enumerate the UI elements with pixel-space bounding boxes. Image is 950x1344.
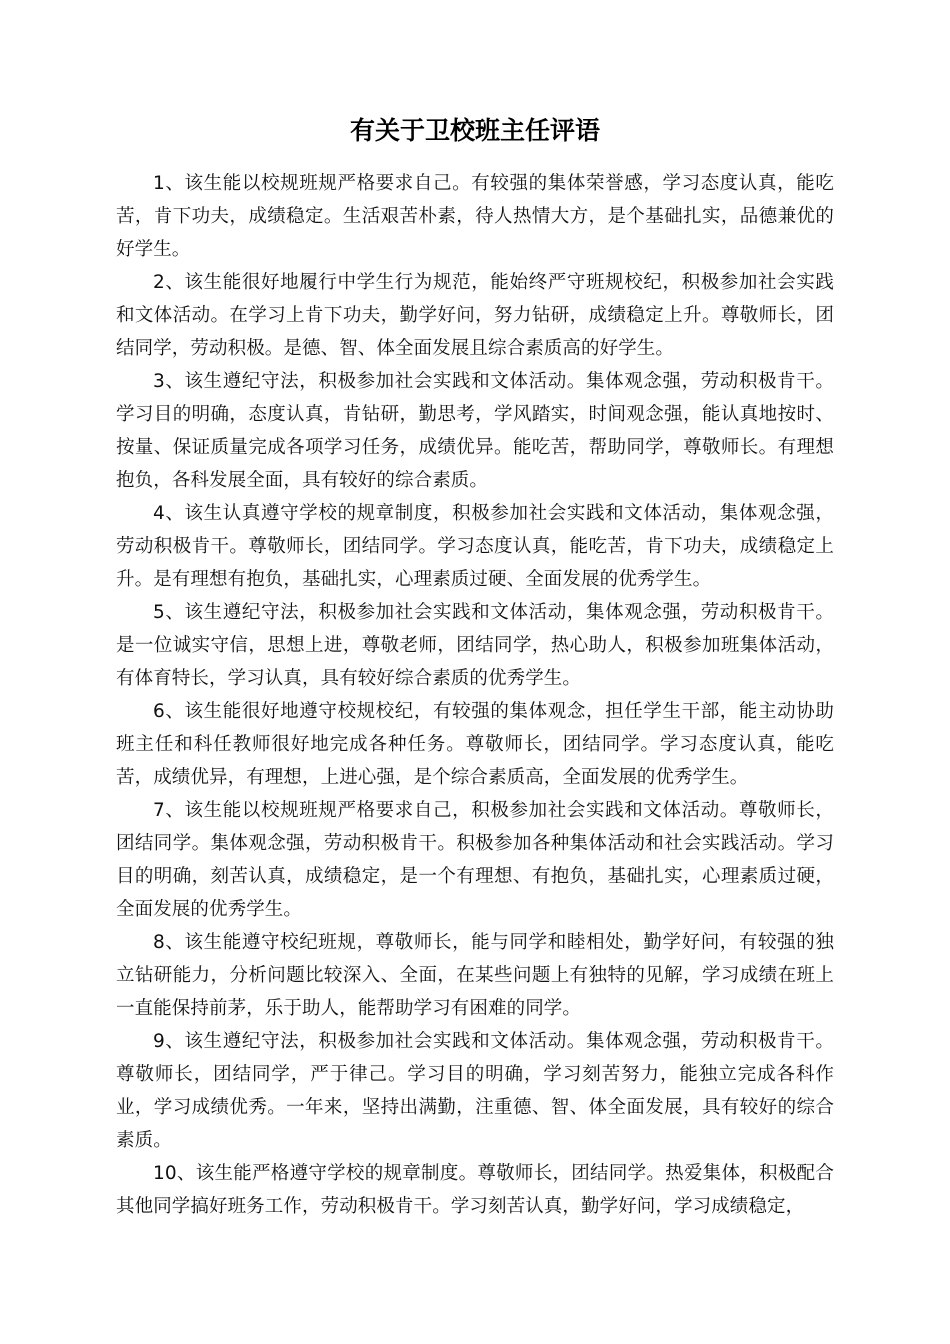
comment-paragraph-4: 4、该生认真遵守学校的规章制度，积极参加社会实践和文体活动，集体观念强，劳动积极肯干。尊敬师长，团结同学。学习态度认真，能吃苦，肯下功夫，成绩稳定上升。是有理想有抱负，基础扎实，心理素质过硬、全面发展的优秀学生。 [116, 503, 834, 590]
comment-paragraph-9: 9、该生遵纪守法，积极参加社会实践和文体活动。集体观念强，劳动积极肯干。尊敬师长，团结同学，严于律己。学习目的明确，学习刻苦努力，能独立完成各科作业，学习成绩优秀。一年来，坚持出满勤，注重德、智、体全面发展，具有较好的综合素质。 [116, 1031, 834, 1151]
comment-paragraph-7: 7、该生能以校规班规严格要求自己，积极参加社会实践和文体活动。尊敬师长，团结同学。集体观念强，劳动积极肯干。积极参加各种集体活动和社会实践活动。学习目的明确，刻苦认真，成绩稳定，是一个有理想、有抱负，基础扎实，心理素质过硬，全面发展的优秀学生。 [116, 800, 834, 920]
comment-paragraph-3: 3、该生遵纪守法，积极参加社会实践和文体活动。集体观念强，劳动积极肯干。学习目的明确，态度认真，肯钻研，勤思考，学风踏实，时间观念强，能认真地按时、按量、保证质量完成各项学习任务，成绩优异。能吃苦，帮助同学，尊敬师长。有理想抱负，各科发展全面，具有较好的综合素质。 [116, 371, 834, 491]
comment-paragraph-5: 5、该生遵纪守法，积极参加社会实践和文体活动，集体观念强，劳动积极肯干。是一位诚实守信，思想上进，尊敬老师，团结同学，热心助人，积极参加班集体活动，有体育特长，学习认真，具有较好综合素质的优秀学生。 [116, 602, 834, 689]
comment-paragraph-2: 2、该生能很好地履行中学生行为规范，能始终严守班规校纪，积极参加社会实践和文体活动。在学习上肯下功夫，勤学好问，努力钻研，成绩稳定上升。尊敬师长，团结同学，劳动积极。是德、智、体全面发展且综合素质高的好学生。 [116, 272, 834, 359]
comment-paragraph-8: 8、该生能遵守校纪班规，尊敬师长，能与同学和睦相处，勤学好问，有较强的独立钻研能力，分析问题比较深入、全面，在某些问题上有独特的见解，学习成绩在班上一直能保持前茅，乐于助人，能帮助学习有困难的同学。 [116, 932, 834, 1019]
comment-paragraph-1: 1、该生能以校规班规严格要求自己。有较强的集体荣誉感，学习态度认真，能吃苦，肯下功夫，成绩稳定。生活艰苦朴素，待人热情大方，是个基础扎实，品德兼优的好学生。 [116, 173, 834, 260]
document-body [116, 167, 834, 1223]
comment-paragraph-6: 6、该生能很好地遵守校规校纪，有较强的集体观念，担任学生干部，能主动协助班主任和科任教师很好地完成各种任务。尊敬师长，团结同学。学习态度认真，能吃苦，成绩优异，有理想，上进心强，是个综合素质高，全面发展的优秀学生。 [116, 701, 834, 788]
comment-paragraph-10: 10、该生能严格遵守学校的规章制度。尊敬师长，团结同学。热爱集体，积极配合其他同学搞好班务工作，劳动积极肯干。学习刻苦认真，勤学好问，学习成绩稳定， [116, 1163, 834, 1217]
document-title: 有关于卫校班主任评语 [349, 116, 600, 145]
